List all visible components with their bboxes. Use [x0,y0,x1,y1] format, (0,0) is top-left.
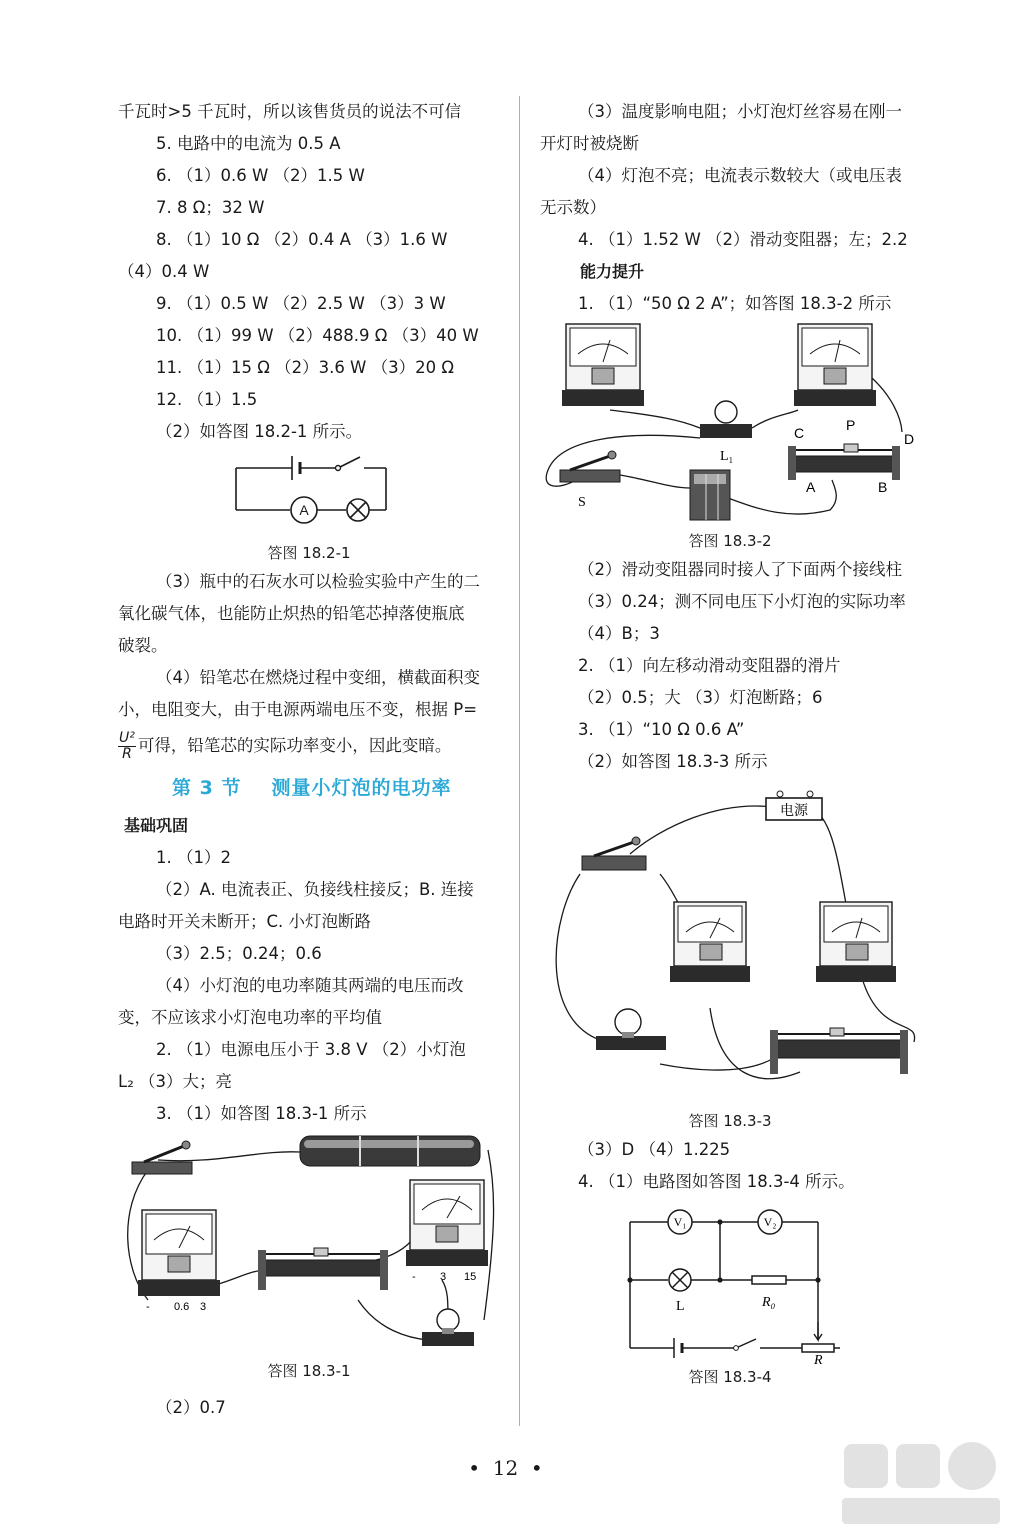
text-line: 4. （1）电路图如答图 18.3-4 所示。 [578,1172,855,1191]
text-line: （4）0.4 W [118,262,210,281]
watermark-logo-icon [836,1438,1006,1530]
resistor-r0-label: R₀ [762,1295,776,1310]
text-line: （4）小灯泡的电功率随其两端的电压而改 [156,976,464,995]
text-line: （2）如答图 18.2-1 所示。 [156,422,363,441]
text-line: （4）灯泡不亮；电流表示数较大（或电压表 [578,166,902,185]
text-line: （2）如答图 18.3-3 所示 [578,752,768,771]
terminal-label-c: C [794,425,805,441]
voltmeter-icon [562,324,644,406]
text-line: 千瓦时>5 千瓦时，所以该售货员的说法不可信 [118,102,462,121]
text-line: 3. （1）“10 Ω 0.6 A” [578,720,745,739]
text-line: （4）B；3 [578,624,660,643]
voltmeter-icon [406,1180,488,1283]
text-line: 1. （1）2 [156,848,231,867]
text-line: （3）D （4）1.225 [578,1140,731,1159]
subheading-basic: 基础巩固 [124,816,189,835]
ammeter-scale-3: 3 [200,1301,207,1313]
ammeter-icon [816,902,896,982]
text-line: （3）瓶中的石灰水可以检验实验中产生的二 [156,572,480,591]
text-line: 2. （1）电源电压小于 3.8 V （2）小灯泡 [156,1040,466,1059]
circuit-diagram-18-3-4 [540,1198,920,1364]
text-line: L₂ （3）大；亮 [118,1072,233,1091]
text-line: 8. （1）10 Ω （2）0.4 A （3）1.6 W [156,230,448,249]
left-column [118,96,500,1424]
apparatus-figure-18-3-3 [540,778,920,1108]
switch-icon [560,451,620,510]
figure-caption: 答图 18.3-4 [688,1368,772,1386]
text-line: 2. （1）向左移动滑动变阻器的滑片 [578,656,841,675]
ammeter-icon [138,1210,220,1313]
voltmeter-v2-label: V₂ [763,1215,777,1229]
right-column [540,96,920,1390]
figure-caption: 答图 18.3-3 [688,1112,772,1130]
text-line: 氧化碳气体，也能防止炽热的铅笔芯掉落使瓶底 [118,604,465,623]
text-line: （2）0.5；大 （3）灯泡断路；6 [578,688,823,707]
ammeter-scale-neg: - [146,1301,150,1313]
power-supply-label: 电源 [780,803,808,819]
subheading-ability: 能力提升 [580,262,645,281]
formula-line [118,726,500,766]
apparatus-figure-18-3-2 [540,320,920,528]
switch-label-s: S [578,495,586,510]
ammeter-icon [794,324,876,406]
rheostat-icon [258,1248,388,1290]
fraction-numerator: U² [119,730,135,746]
fraction-denominator: R [122,746,132,762]
text-line: 小，电阻变大，由于电源两端电压不变，根据 P= [118,700,478,719]
text-line: （4）铅笔芯在燃烧过程中变细，横截面积变 [156,668,480,687]
figure-caption: 答图 18.3-1 [267,1362,351,1380]
text-line: 11. （1）15 Ω （2）3.6 W （3）20 Ω [156,358,454,377]
figure-caption: 答图 18.2-1 [267,544,351,562]
lamp-icon [700,401,752,464]
battery-pack-icon [300,1136,480,1166]
text-line: 12. （1）1.5 [156,390,258,409]
section-title: 测量小灯泡的电功率 [271,777,452,799]
terminal-label-b: B [878,479,888,495]
switch-icon [132,1141,192,1174]
voltmeter-scale-15: 15 [464,1271,477,1283]
column-divider [519,96,520,1426]
text-line: （3）温度影响电阻；小灯泡灯丝容易在刚一 [578,102,902,121]
text-line: 无示数） [540,198,606,217]
text-line: （2）A. 电流表正、负接线柱接反；B. 连接 [156,880,474,899]
formula-tail-text: 可得，铅笔芯的实际功率变小，因此变暗。 [137,736,452,755]
lamp-label-l: L [676,1299,685,1314]
power-formula-fraction [118,731,136,762]
text-line: （3）0.24；测不同电压下小灯泡的实际功率 [578,592,906,611]
text-line: 9. （1）0.5 W （2）2.5 W （3）3 W [156,294,446,313]
text-line: 开灯时被烧断 [540,134,639,153]
text-line: （2）0.7 [156,1398,226,1417]
figure-caption: 答图 18.3-2 [688,532,772,550]
text-line: （3）2.5；0.24；0.6 [156,944,322,963]
rheostat-r-label: R [814,1353,823,1364]
text-line: 变，不应该求小灯泡电功率的平均值 [118,1008,382,1027]
text-line: 6. （1）0.6 W （2）1.5 W [156,166,365,185]
text-line: 破裂。 [118,636,168,655]
voltmeter-v1-label: V₁ [673,1215,687,1229]
text-line: 3. （1）如答图 18.3-1 所示 [156,1104,367,1123]
ammeter-scale-0-6: 0.6 [174,1301,190,1313]
battery-icon [690,470,730,520]
page-number-value: 12 [492,1456,519,1480]
apparatus-figure-18-3-1 [118,1130,500,1358]
section-heading [118,766,500,810]
lamp-icon [596,1009,666,1050]
page-number: • 12 • [468,1456,543,1480]
ammeter-label: A [299,502,309,518]
terminal-label-a: A [806,479,816,495]
slider-label-p: P [846,417,856,433]
text-line: 1. （1）“50 Ω 2 A”；如答图 18.3-2 所示 [578,294,892,313]
text-line: 4. （1）1.52 W （2）滑动变阻器；左；2.2 [578,230,908,249]
voltmeter-scale-neg: - [412,1271,416,1283]
section-number: 第 3 节 [172,777,242,799]
text-line: （2）滑动变阻器同时接人了下面两个接线柱 [578,560,902,579]
lamp-icon [422,1309,474,1346]
voltmeter-icon [670,902,750,982]
rheostat-icon [770,1028,908,1074]
terminal-label-d: D [904,431,915,447]
rheostat-icon [788,417,914,495]
voltmeter-scale-3: 3 [440,1271,447,1283]
text-line: 10. （1）99 W （2）488.9 Ω （3）40 W [156,326,479,345]
text-line: 5. 电路中的电流为 0.5 A [156,134,341,153]
text-line: 7. 8 Ω；32 W [156,198,265,217]
lamp-label-l1: L₁ [720,449,734,464]
circuit-diagram-18-2-1 [118,448,500,540]
switch-icon [582,837,646,870]
text-line: 电路时开关未断开；C. 小灯泡断路 [118,912,372,931]
power-supply-icon [766,791,822,820]
